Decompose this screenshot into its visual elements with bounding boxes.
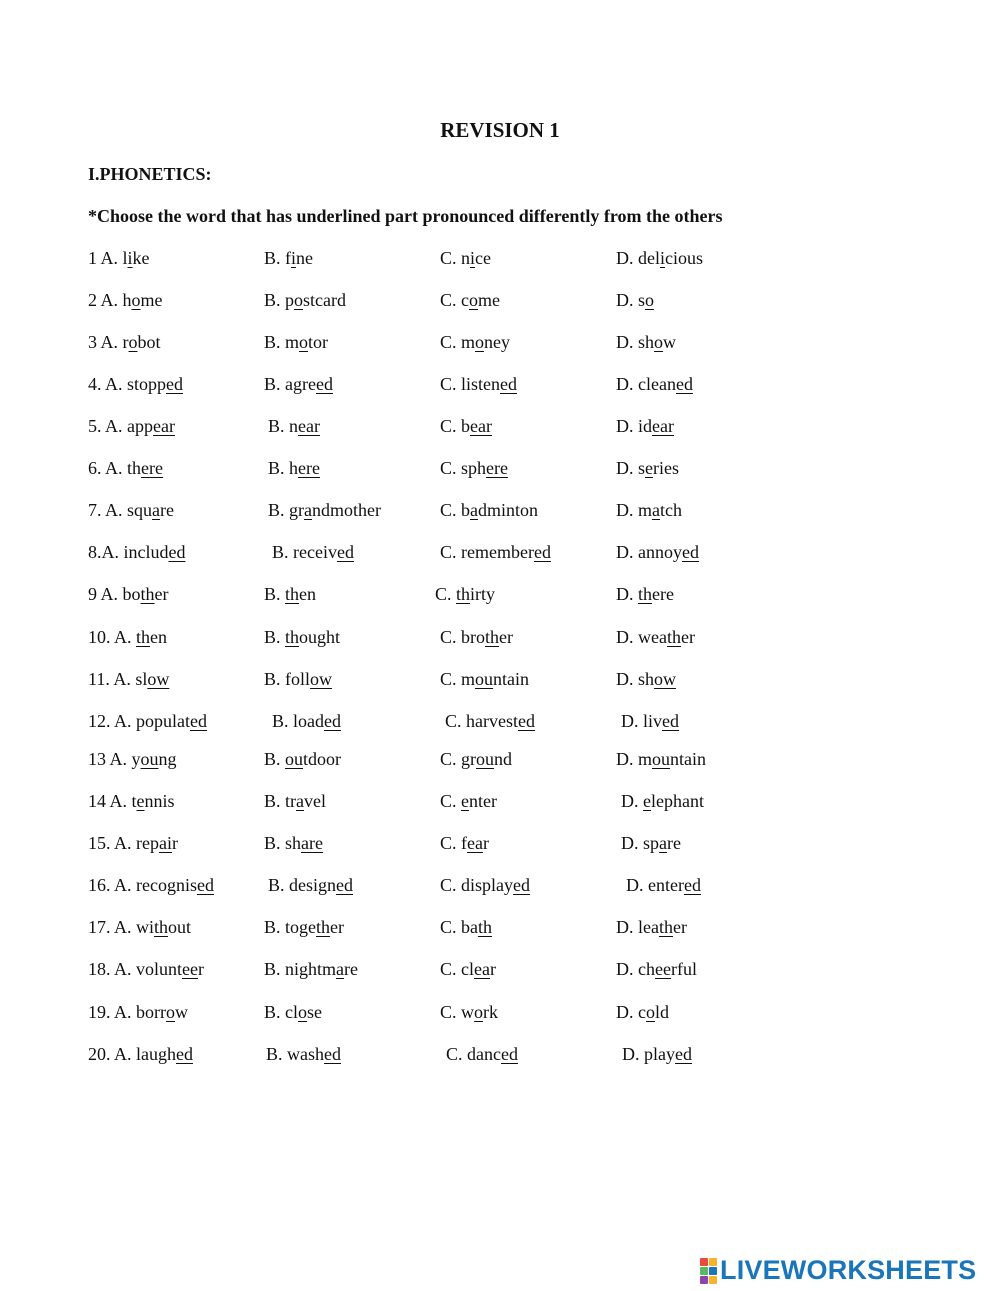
answer-option: D. match [616, 500, 682, 520]
underlined-part: ere [141, 458, 163, 478]
logo-blocks-icon [700, 1258, 717, 1284]
answer-option: B. agreed [264, 374, 333, 394]
underlined-part: o [645, 290, 655, 310]
answer-option: D. cold [616, 1002, 670, 1022]
underlined-part: e [461, 791, 470, 811]
underlined-part: ear [153, 416, 175, 436]
answer-option: C. fear [440, 833, 489, 853]
answer-option: B. follow [264, 669, 333, 689]
answer-option: C. enter [440, 791, 497, 811]
underlined-part: a [470, 500, 479, 520]
answer-option: 1 A. like [88, 248, 150, 268]
underlined-part: th [140, 584, 155, 604]
underlined-part: th [638, 584, 653, 604]
underlined-part: ou [285, 749, 304, 769]
underlined-part: o [299, 332, 309, 352]
answer-option: 19. A. borrow [88, 1002, 188, 1022]
answer-option: D. leather [616, 917, 687, 937]
underlined-part: ed [166, 374, 184, 394]
question-row [0, 332, 1000, 358]
question-row [0, 500, 1000, 526]
answer-option: 10. A. then [88, 627, 168, 647]
underlined-part: ed [683, 875, 701, 895]
underlined-part: o [475, 332, 485, 352]
answer-option: 15. A. repair [88, 833, 178, 853]
underlined-part: a [659, 833, 668, 853]
underlined-part: o [131, 290, 141, 310]
underlined-part: e [136, 791, 145, 811]
answer-option: D. spare [621, 833, 681, 853]
question-row [0, 749, 1000, 775]
underlined-part: ed [324, 1044, 341, 1064]
answer-option: B. together [264, 917, 344, 937]
answer-option: C. bear [440, 416, 492, 436]
underlined-part: ed [315, 374, 333, 394]
underlined-part: th [136, 627, 151, 647]
question-row [0, 416, 1000, 442]
answer-option: C. ground [440, 749, 512, 769]
question-row [0, 458, 1000, 484]
underlined-part: o [474, 1002, 484, 1022]
underlined-part: o [294, 290, 304, 310]
underlined-part: ed [500, 1044, 518, 1064]
answer-option: B. share [264, 833, 323, 853]
answer-option: 4. A. stopped [88, 374, 184, 394]
underlined-part: ed [168, 542, 186, 562]
underlined-part: a [296, 791, 305, 811]
answer-option: B. motor [264, 332, 329, 352]
answer-option: B. here [268, 458, 320, 478]
question-row [0, 584, 1000, 610]
answer-option: B. grandmother [268, 500, 381, 520]
question-row [0, 791, 1000, 817]
answer-option: C. sphere [440, 458, 508, 478]
underlined-part: th [285, 627, 300, 647]
underlined-part: th [658, 917, 673, 937]
underlined-part: ed [190, 711, 207, 731]
underlined-part: ear [298, 416, 320, 436]
question-row [0, 959, 1000, 985]
underlined-part: ed [517, 711, 535, 731]
underlined-part: ea [467, 833, 483, 853]
question-row [0, 248, 1000, 274]
underlined-part: ou [476, 749, 494, 769]
answer-option: B. washed [266, 1044, 341, 1064]
answer-option: C. clear [440, 959, 496, 979]
answer-option: C. danced [446, 1044, 518, 1064]
answer-option: B. received [272, 542, 354, 562]
answer-option: D. show [616, 332, 677, 352]
underlined-part: o [646, 1002, 655, 1022]
answer-option: B. travel [264, 791, 327, 811]
underlined-part: ou [652, 749, 670, 769]
answer-option: D. entered [626, 875, 701, 895]
underlined-part: a [304, 500, 312, 520]
exercise-instruction: *Choose the word that has underlined part pronounced differently from the others [88, 206, 723, 226]
question-row [0, 833, 1000, 859]
liveworksheets-logo [700, 1255, 976, 1286]
answer-option: 17. A. without [88, 917, 192, 937]
answer-option: 14 A. tennis [88, 791, 175, 811]
answer-option: D. there [616, 584, 674, 604]
answer-option: B. postcard [264, 290, 346, 310]
answer-option: C. come [440, 290, 500, 310]
question-row [0, 917, 1000, 943]
answer-option: D. cheerful [616, 959, 697, 979]
answer-option: B. then [264, 584, 317, 604]
underlined-part: ed [176, 1044, 193, 1064]
answer-option: B. loaded [272, 711, 341, 731]
answer-option: 9 A. bother [88, 584, 169, 604]
underlined-part: o [469, 290, 478, 310]
answer-option: D. cleaned [616, 374, 693, 394]
answer-option: C. money [440, 332, 511, 352]
underlined-part: o [654, 332, 664, 352]
underlined-part: ai [159, 833, 172, 853]
answer-option: 12. A. populated [88, 711, 207, 731]
underlined-part: o [166, 1002, 175, 1022]
answer-option: B. outdoor [264, 749, 342, 769]
underlined-part: ed [682, 542, 699, 562]
underlined-part: o [128, 332, 138, 352]
answer-option: D. played [622, 1044, 692, 1064]
underlined-part: ow [147, 669, 170, 689]
question-row [0, 542, 1000, 568]
answer-option: D. lived [621, 711, 680, 731]
answer-option: C. nice [440, 248, 492, 268]
underlined-part: ed [336, 542, 354, 562]
answer-option: B. fine [264, 248, 314, 268]
underlined-part: e [643, 791, 651, 811]
underlined-part: i [470, 248, 476, 268]
answer-option: D. mountain [616, 749, 706, 769]
question-row [0, 1044, 1000, 1070]
answer-option: B. near [268, 416, 320, 436]
page-title: REVISION 1 [440, 118, 560, 142]
underlined-part: ed [336, 875, 354, 895]
underlined-part: ear [652, 416, 674, 436]
answer-option: C. harvested [445, 711, 535, 731]
underlined-part: a [336, 959, 345, 979]
answer-option: C. badminton [440, 500, 539, 520]
answer-option: B. nightmare [264, 959, 358, 979]
underlined-part: th [154, 917, 169, 937]
answer-option: D. so [616, 290, 655, 310]
underlined-part: th [666, 627, 681, 647]
answer-option: C. mountain [440, 669, 530, 689]
underlined-part: th [485, 627, 500, 647]
answer-option: D. annoyed [616, 542, 699, 562]
underlined-part: ere [298, 458, 320, 478]
answer-option: 2 A. home [88, 290, 163, 310]
answer-option: 7. A. square [88, 500, 174, 520]
underlined-part: a [652, 500, 660, 520]
underlined-part: ed [662, 711, 680, 731]
underlined-part: ou [475, 669, 494, 689]
question-row [0, 1002, 1000, 1028]
answer-option: C. listened [440, 374, 518, 394]
question-row [0, 374, 1000, 400]
answer-option: D. weather [616, 627, 695, 647]
question-row [0, 669, 1000, 695]
question-row [0, 290, 1000, 316]
answer-option: D. elephant [621, 791, 704, 811]
answer-option: C. displayed [440, 875, 531, 895]
underlined-part: are [301, 833, 323, 853]
answer-option: 8.A. included [88, 542, 186, 562]
answer-option: 6. A. there [88, 458, 163, 478]
question-row [0, 711, 1000, 737]
question-row [0, 627, 1000, 653]
underlined-part: th [316, 917, 331, 937]
answer-option: C. bath [440, 917, 493, 937]
watermark-text: LIVEWORKSHEETS [720, 1255, 977, 1285]
underlined-part: ed [324, 711, 341, 731]
underlined-part: ou [140, 749, 159, 769]
answer-option: C. thirty [435, 584, 496, 604]
underlined-part: ee [182, 959, 198, 979]
question-row [0, 875, 1000, 901]
underlined-part: th [285, 584, 300, 604]
answer-option: C. remembered [440, 542, 551, 562]
answer-option: 16. A. recognised [88, 875, 214, 895]
underlined-part: ea [474, 959, 490, 979]
answer-option: B. thought [264, 627, 341, 647]
underlined-part: i [291, 248, 297, 268]
underlined-part: ed [196, 875, 214, 895]
answer-option: D. series [616, 458, 680, 478]
answer-option: 18. A. volunteer [88, 959, 204, 979]
underlined-part: ed [675, 374, 693, 394]
underlined-part: ear [470, 416, 492, 436]
answer-option: 3 A. robot [88, 332, 161, 352]
underlined-part: ere [486, 458, 508, 478]
underlined-part: i [660, 248, 666, 268]
underlined-part: ee [655, 959, 671, 979]
answer-option: B. close [264, 1002, 322, 1022]
answer-option: 5. A. appear [88, 416, 175, 436]
underlined-part: i [127, 248, 133, 268]
underlined-part: ed [533, 542, 551, 562]
underlined-part: e [645, 458, 654, 478]
underlined-part: ed [500, 374, 518, 394]
answer-option: B. designed [268, 875, 354, 895]
section-heading: I.PHONETICS: [88, 164, 212, 184]
underlined-part: ed [513, 875, 531, 895]
underlined-part: o [298, 1002, 307, 1022]
answer-option: C. work [440, 1002, 499, 1022]
underlined-part: ed [675, 1044, 692, 1064]
answer-option: 13 A. young [88, 749, 177, 769]
answer-option: D. show [616, 669, 677, 689]
answer-option: D. delicious [616, 248, 704, 268]
answer-option: D. idear [616, 416, 674, 436]
underlined-part: ow [654, 669, 677, 689]
underlined-part: th [478, 917, 493, 937]
underlined-part: a [152, 500, 161, 520]
answer-option: C. brother [440, 627, 513, 647]
answer-option: 20. A. laughed [88, 1044, 193, 1064]
underlined-part: ow [310, 669, 333, 689]
answer-option: 11. A. slow [88, 669, 170, 689]
underlined-part: th [456, 584, 471, 604]
